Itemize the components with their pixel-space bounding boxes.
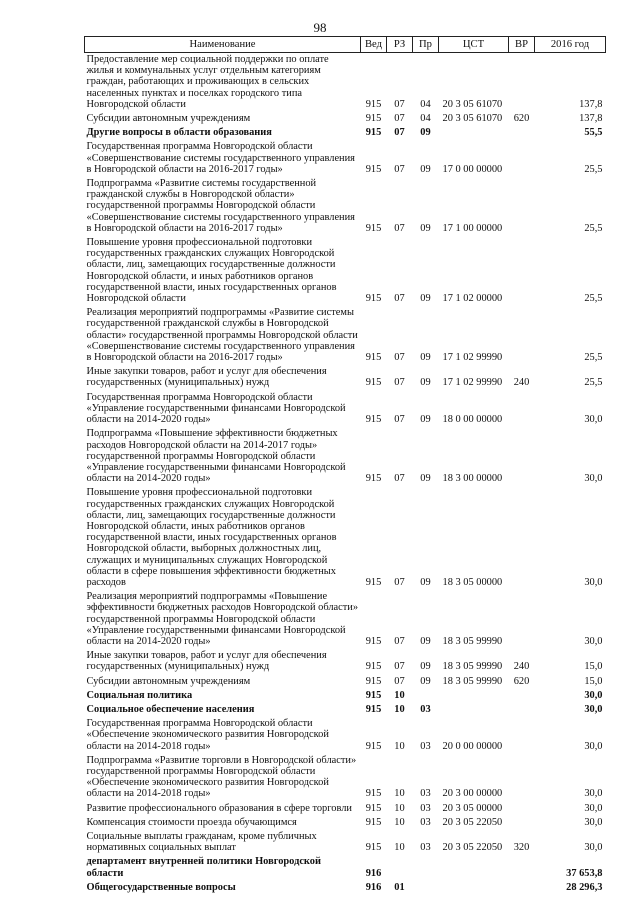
cell-cst: 18 3 05 99990 [442,635,503,647]
cell-sum: 30,0 [584,740,603,752]
cell-sum: 30,0 [584,635,603,647]
cell-name: департамент внутренней политики Новгородской области [86,856,321,879]
table-row [85,816,606,830]
cell-sum: 137,8 [579,113,603,125]
cell-pr: 09 [420,661,431,673]
table-row [85,427,606,486]
cell-pr: 09 [420,293,431,305]
cell-cst: 20 3 00 00000 [442,788,503,800]
cell-name: Реализация мероприятий подпрограммы «Развитие системы государственной гражданской службы в Новгородской области» государственной программы Новгородской области «Совершенствование системы государственного управления в Новгородской области на 2016-2017 годы» [86,307,358,364]
cell-pr: 03 [420,802,431,814]
cell-cst: 17 1 00 00000 [442,222,503,234]
cell-cst [439,703,509,717]
table-row [85,590,606,649]
cell-rz: 10 [394,788,405,800]
cell-name: Социальные выплаты гражданам, кроме публичных нормативных социальных выплат [86,831,317,854]
cell-vr [509,391,535,428]
table-row [85,486,606,590]
cell-ved: 916 [365,867,382,879]
cell-vr [509,802,535,816]
cell-pr: 09 [420,635,431,647]
cell-cst: 18 3 05 99990 [442,675,503,687]
cell-sum: 137,8 [579,98,603,110]
cell-vr: 240 [513,377,530,389]
table-row [85,675,606,689]
cell-name: Государственная программа Новгородской области «Обеспечение экономического развития Новгородской области на 2014-2018 годы» [86,718,329,752]
cell-sum: 30,0 [584,703,603,715]
cell-cst: 18 3 00 00000 [442,473,503,485]
cell-vr [509,427,535,486]
cell-rz: 07 [394,352,405,364]
cell-pr: 09 [420,127,431,139]
cell-ved: 915 [365,414,382,426]
cell-rz: 10 [394,689,405,701]
cell-rz: 07 [394,635,405,647]
cell-vr [509,754,535,802]
header-name: Наименование [85,37,361,53]
cell-sum: 30,0 [584,414,603,426]
table-row [85,306,606,365]
cell-name: Повышение уровня профессиональной подготовки государственных гражданских служащих Новгородской области, лиц, замещающих государственные должности Новгородской области, иных работников органов государственной власти, иных государственных органов Новгородской области, выборных должностных лиц, служащих и муниципальных служащих Новгородской области в сфере повышения эффективности бюджетных расходов [86,487,337,588]
table-row [85,881,606,895]
cell-sum: 37 653,8 [566,867,603,879]
cell-pr: 09 [420,576,431,588]
table-row [85,649,606,674]
cell-name: Повышение уровня профессиональной подготовки государственных гражданских служащих Новгородской области, лиц, замещающих государственные должности Новгородской области, и иных работников органов государственной власти, иных государственных органов Новгородской области [86,237,337,305]
cell-cst: 17 0 00 00000 [442,163,503,175]
cell-ved: 915 [365,113,382,125]
cell-sum: 30,0 [584,576,603,588]
table-row [85,112,606,126]
cell-ved: 915 [365,740,382,752]
table-row [85,689,606,703]
cell-ved: 915 [365,788,382,800]
cell-name: Социальное обеспечение населения [86,703,255,715]
cell-vr [509,717,535,754]
cell-vr: 320 [513,842,530,854]
cell-pr: 09 [420,473,431,485]
cell-vr: 240 [513,661,530,673]
cell-name: Социальная политика [86,689,193,701]
cell-vr [509,703,535,717]
budget-table [84,36,606,895]
cell-name: Подпрограмма «Развитие торговли в Новгородской области» государственной программы Новгородской области «Обеспечение экономического развития Новгородской области на 2014-2018 годы» [86,754,357,800]
cell-ved: 915 [365,842,382,854]
cell-sum: 15,0 [584,675,603,687]
cell-ved: 915 [365,377,382,389]
cell-pr: 09 [420,352,431,364]
cell-pr: 09 [420,377,431,389]
cell-sum: 30,0 [584,788,603,800]
cell-sum: 55,5 [584,127,603,139]
cell-vr [509,855,535,880]
cell-rz: 07 [394,377,405,389]
cell-cst [439,855,509,880]
cell-cst [439,881,509,895]
table-row [85,703,606,717]
cell-rz: 07 [394,113,405,125]
cell-ved: 915 [365,816,382,828]
cell-ved: 915 [365,675,382,687]
cell-name: Иные закупки товаров, работ и услуг для обеспечения государственных (муниципальных) нужд [86,650,327,673]
header-rz: РЗ [387,37,413,53]
cell-rz: 01 [394,881,405,893]
cell-vr [509,53,535,113]
cell-name: Компенсация стоимости проезда обучающимся [86,816,297,828]
cell-rz: 07 [394,293,405,305]
cell-ved: 916 [365,881,382,893]
cell-ved: 915 [365,703,382,715]
table-body [85,53,606,896]
cell-vr [509,126,535,140]
cell-ved: 915 [365,661,382,673]
cell-pr: 09 [420,414,431,426]
table-row [85,236,606,306]
table-row [85,717,606,754]
cell-rz: 07 [394,222,405,234]
cell-name: Субсидии автономным учреждениям [86,675,251,687]
table-row [85,802,606,816]
cell-rz: 07 [394,675,405,687]
cell-rz [387,855,413,880]
cell-pr: 03 [420,740,431,752]
cell-cst [439,689,509,703]
cell-ved: 915 [365,352,382,364]
cell-cst: 18 0 00 00000 [442,414,503,426]
cell-sum: 25,5 [584,293,603,305]
cell-name: Государственная программа Новгородской области «Совершенствование системы государственного управления в Новгородской области на 2016-2017 годы» [86,141,355,175]
cell-cst: 20 3 05 22050 [442,842,503,854]
cell-pr: 09 [420,675,431,687]
cell-rz: 07 [394,127,405,139]
cell-pr [413,881,439,895]
cell-rz: 10 [394,703,405,715]
cell-name: Субсидии автономным учреждениям [86,113,251,125]
table-row [85,53,606,113]
cell-name: Иные закупки товаров, работ и услуг для обеспечения государственных (муниципальных) нужд [86,366,327,389]
cell-vr [509,689,535,703]
cell-name: Государственная программа Новгородской области «Управление государственными финансами Новгородской области на 2014-2020 годы» [86,391,346,426]
cell-vr [509,140,535,177]
cell-sum: 30,0 [584,816,603,828]
cell-vr [509,486,535,590]
table-row [85,391,606,428]
cell-pr: 09 [420,163,431,175]
header-vr: ВР [509,37,535,53]
cell-ved: 915 [365,473,382,485]
cell-cst: 20 3 05 61070 [442,113,503,125]
table-header [85,37,606,53]
cell-sum: 30,0 [584,842,603,854]
cell-pr [413,689,439,703]
table-row [85,126,606,140]
table-row [85,140,606,177]
cell-vr [509,177,535,236]
page-number: 98 [313,20,327,35]
cell-rz: 10 [394,802,405,814]
cell-name: Развитие профессионального образования в сфере торговли [86,802,352,814]
cell-name: Общегосударственные вопросы [86,881,236,893]
cell-pr: 09 [420,222,431,234]
cell-name: Другие вопросы в области образования [86,127,272,139]
cell-ved: 915 [365,163,382,175]
cell-rz: 07 [394,576,405,588]
cell-sum: 25,5 [584,352,603,364]
cell-vr: 620 [513,113,530,125]
cell-ved: 915 [365,293,382,305]
cell-sum: 30,0 [584,802,603,814]
cell-cst: 17 1 02 99990 [442,377,503,389]
cell-cst [439,126,509,140]
cell-vr [509,236,535,306]
cell-pr: 04 [420,113,431,125]
cell-name: Предоставление мер социальной поддержки по оплате жилья и коммунальных услуг отдельным категориям граждан, работающих и проживающих в сельских населенных пунктах и поселках городского типа Новгородской области [86,54,329,110]
table-row [85,855,606,880]
cell-sum: 25,5 [584,222,603,234]
cell-cst: 17 1 02 00000 [442,293,503,305]
cell-vr [509,816,535,830]
header-pr: Пр [413,37,439,53]
cell-rz: 07 [394,163,405,175]
cell-sum: 30,0 [584,689,603,701]
cell-cst: 20 3 05 00000 [442,802,503,814]
cell-rz: 07 [394,98,405,110]
cell-ved: 915 [365,98,382,110]
cell-vr [509,881,535,895]
cell-cst: 20 0 00 00000 [442,740,503,752]
cell-name: Реализация мероприятий подпрограммы «Повышение эффективности бюджетных расходов Новгородской области» государственной программы Новгородской области «Управление государственными финансами Новгородской области на 2014-2020 годы» [86,591,359,647]
cell-vr [509,590,535,649]
cell-ved: 915 [365,576,382,588]
cell-sum: 28 296,3 [566,881,603,893]
header-ved: Вед [361,37,387,53]
cell-ved: 915 [365,635,382,647]
table-row [85,365,606,390]
cell-pr: 03 [420,842,431,854]
table-row [85,754,606,802]
cell-rz: 10 [394,740,405,752]
cell-sum: 15,0 [584,661,603,673]
cell-cst: 20 3 05 61070 [442,98,503,110]
cell-ved: 915 [365,222,382,234]
cell-ved: 915 [365,689,382,701]
cell-cst: 17 1 02 99990 [442,352,503,364]
table-row [85,177,606,236]
cell-vr: 620 [513,675,530,687]
cell-ved: 915 [365,127,382,139]
cell-cst: 18 3 05 99990 [442,661,503,673]
cell-sum: 25,5 [584,163,603,175]
cell-pr: 03 [420,703,431,715]
cell-rz: 07 [394,473,405,485]
table-row [85,830,606,855]
cell-name: Подпрограмма «Развитие системы государственной гражданской службы в Новгородской области» государственной программы Новгородской области «Совершенствование системы государственного управления в Новгородской области на 2016-2017 годы» [86,178,355,234]
cell-rz: 10 [394,842,405,854]
cell-pr [413,855,439,880]
cell-rz: 07 [394,661,405,673]
cell-sum: 30,0 [584,473,603,485]
cell-cst: 18 3 05 00000 [442,576,503,588]
cell-cst: 20 3 05 22050 [442,816,503,828]
cell-pr: 03 [420,816,431,828]
cell-sum: 25,5 [584,377,603,389]
cell-ved: 915 [365,802,382,814]
header-cst: ЦСТ [439,37,509,53]
cell-name: Подпрограмма «Повышение эффективности бюджетных расходов Новгородской области на 2014-2017 годы» государственной программы Новгородской области «Управление государственными финансами Новгородской области на 2014-2020 годы» [86,428,346,485]
cell-rz: 10 [394,816,405,828]
cell-rz: 07 [394,414,405,426]
cell-pr: 04 [420,98,431,110]
cell-pr: 03 [420,788,431,800]
cell-vr [509,306,535,365]
header-sum: 2016 год [535,37,606,53]
